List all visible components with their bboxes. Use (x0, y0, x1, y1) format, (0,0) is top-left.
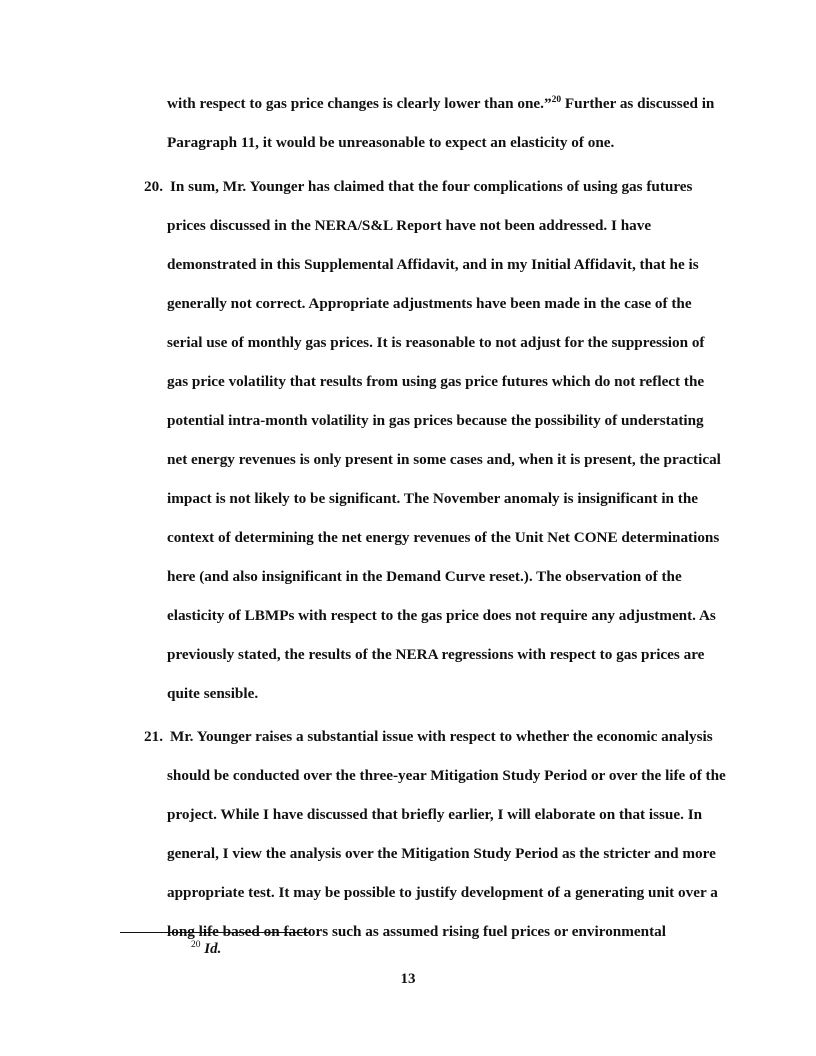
paragraph-21-line-3: project. While I have discussed that briefly earlier, I will elaborate on that issue. In (167, 806, 703, 823)
paragraph-20-line-12: elasticity of LBMPs with respect to the gas price does not require any adjustment. As (167, 607, 716, 624)
footnote-mark: 20 (191, 940, 201, 950)
paragraph-20-line-1: In sum, Mr. Younger has claimed that the four complications of using gas futures (170, 178, 693, 195)
footnote-20 (191, 940, 221, 958)
paragraph-20-line-5: serial use of monthly gas prices. It is reasonable to not adjust for the suppression of (167, 334, 705, 351)
paragraph-20-line-4: generally not correct. Appropriate adjustments have been made in the case of the (167, 295, 692, 312)
paragraph-21-line-4: general, I view the analysis over the Mitigation Study Period as the stricter and more (167, 845, 716, 862)
intro-line-1: with respect to gas price changes is clearly lower than one.”$^{20}$ Further as discussed in (167, 95, 715, 112)
paragraph-21-line-2: should be conducted over the three-year Mitigation Study Period or over the life of the (167, 767, 726, 784)
footnote-reference[interactable]: 20 (551, 95, 562, 105)
paragraph-20-line-6: gas price volatility that results from using gas price futures which do not reflect the (167, 373, 705, 390)
footnote-divider (120, 932, 310, 933)
paragraph-20-line-14: quite sensible. (167, 685, 259, 702)
paragraph-20-line-2: prices discussed in the NERA/S&L Report have not been addressed. I have (167, 217, 652, 234)
paragraph-21-number: 21. (144, 728, 163, 745)
paragraph-20-line-13: previously stated, the results of the NERA regressions with respect to gas prices are (167, 646, 705, 663)
paragraph-21-line-1: Mr. Younger raises a substantial issue with respect to whether the economic analysis (170, 728, 713, 745)
paragraph-20-line-9: impact is not likely to be significant. The November anomaly is insignificant in the (167, 490, 699, 507)
paragraph-21-line-5: appropriate test. It may be possible to justify development of a generating unit over a (167, 884, 718, 901)
paragraph-21-line-6: long life based on factors such as assumed rising fuel prices or environmental (167, 923, 666, 940)
page-number: 13 (400, 971, 416, 987)
intro-line-2: Paragraph 11, it would be unreasonable to expect an elasticity of one. (167, 134, 615, 151)
paragraph-20-line-11: here (and also insignificant in the Demand Curve reset.). The observation of the (167, 568, 682, 585)
paragraph-20-number: 20. (144, 178, 163, 195)
paragraph-20-line-7: potential intra-month volatility in gas prices because the possibility of understating (167, 412, 704, 429)
paragraph-20-line-10: context of determining the net energy revenues of the Unit Net CONE determinations (167, 529, 720, 546)
paragraph-20-line-3: demonstrated in this Supplemental Affidavit, and in my Initial Affidavit, that he is (167, 256, 699, 273)
paragraph-20-line-8: net energy revenues is only present in some cases and, when it is present, the practical (167, 451, 721, 468)
footnote-text: Id. (204, 941, 222, 957)
